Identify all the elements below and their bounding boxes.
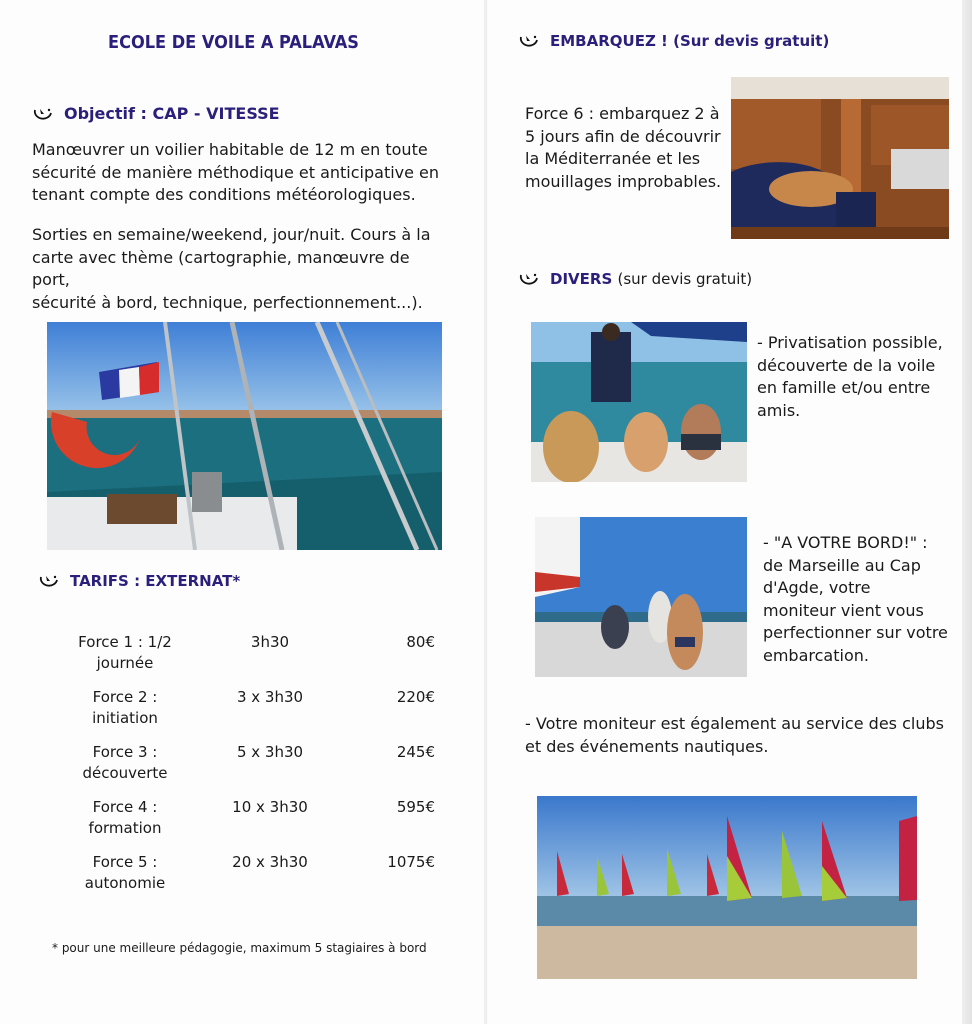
divers-item-1-line: en famille et/ou entre xyxy=(757,378,931,397)
tarif-duration: 5 x 3h30 xyxy=(236,743,304,761)
tarif-duration: 20 x 3h30 xyxy=(232,853,308,871)
tarifs-footnote: * pour une meilleure pédagogie, maximum 5 stagiaires à bord xyxy=(52,941,427,955)
tarifs-heading xyxy=(38,572,240,590)
embarquez-line: mouillages improbables. xyxy=(525,171,722,191)
tarifs-heading-text: TARIFS : EXTERNAT* xyxy=(70,572,241,590)
tarifs-row xyxy=(55,742,435,797)
tarif-level-line: journée xyxy=(96,654,154,672)
tarif-duration: 3h30 xyxy=(250,633,290,651)
objectif-p2-line: Sorties en semaine/weekend, jour/nuit. Cours à la xyxy=(32,225,431,244)
tarifs-table xyxy=(55,632,435,907)
tarif-level xyxy=(55,852,195,907)
embarquez-line: Force 6 : embarquez 2 à xyxy=(525,104,720,123)
divers-item-2-line: perfectionner sur votre xyxy=(763,623,948,642)
divers-item-1-line: amis. xyxy=(757,400,801,420)
photo-cabin-interior xyxy=(731,77,949,239)
divers-item-2-line: - "A VOTRE BORD!" : xyxy=(763,533,928,552)
objectif-heading-text: Objectif : CAP - VITESSE xyxy=(64,104,280,123)
objectif-p2-line: carte avec thème (cartographie, manœuvre de port, xyxy=(32,247,410,289)
objectif-p1-line: tenant compte des conditions météorologiques. xyxy=(32,185,416,204)
sailing-logo-icon xyxy=(518,272,540,286)
tarif-price: 80€ xyxy=(406,633,435,651)
page-edge xyxy=(962,0,972,1024)
divers-item-1 xyxy=(757,332,957,422)
tarif-price: 595€ xyxy=(396,798,435,816)
embarquez-heading xyxy=(518,32,829,50)
tarif-level-line: Force 2 : xyxy=(92,688,158,706)
tarifs-row xyxy=(55,632,435,687)
divers-heading-bold: DIVERS xyxy=(550,270,613,288)
photo-sailboat-deck xyxy=(47,322,442,550)
embarquez-text xyxy=(525,103,725,193)
tarif-level xyxy=(55,797,195,852)
divers-item-2-line: d'Agde, votre xyxy=(763,578,871,597)
embarquez-line: 5 jours afin de découvrir xyxy=(525,126,721,146)
tarif-level xyxy=(55,742,195,797)
divers-item-3 xyxy=(525,713,955,758)
tarifs-row xyxy=(55,797,435,852)
divers-heading-rest: (sur devis gratuit) xyxy=(617,270,753,288)
page-fold xyxy=(484,0,487,1024)
objectif-p1-line: Manœuvrer un voilier habitable de 12 m en toute xyxy=(32,140,428,159)
sailing-logo-icon xyxy=(38,574,60,588)
tarif-price: 220€ xyxy=(396,688,435,706)
tarif-price: 1075€ xyxy=(387,853,435,871)
tarif-level-line: découverte xyxy=(82,764,168,782)
tarif-duration: 3 x 3h30 xyxy=(236,688,304,706)
tarif-level-line: Force 1 : 1/2 xyxy=(78,633,172,651)
divers-item-2 xyxy=(763,532,958,667)
divers-item-1-line: découverte de la voile xyxy=(757,355,936,375)
divers-item-2-line: embarcation. xyxy=(763,645,869,665)
embarquez-heading-text: EMBARQUEZ ! (Sur devis gratuit) xyxy=(550,32,830,50)
divers-item-3-line: et des événements nautiques. xyxy=(525,736,769,756)
objectif-paragraph-1 xyxy=(32,139,452,207)
tarifs-row xyxy=(55,852,435,907)
objectif-p2-line: sécurité à bord, technique, perfectionnement...). xyxy=(32,292,423,312)
embarquez-line: la Méditerranée et les xyxy=(525,149,701,168)
divers-item-1-line: - Privatisation possible, xyxy=(757,333,943,352)
divers-heading xyxy=(518,270,752,288)
tarifs-row xyxy=(55,687,435,742)
divers-item-2-line: de Marseille au Cap xyxy=(763,555,921,575)
divers-item-3-line: - Votre moniteur est également au service des clubs xyxy=(525,714,944,733)
tarif-duration: 10 x 3h30 xyxy=(232,798,308,816)
objectif-paragraph-2 xyxy=(32,224,452,314)
sailing-logo-icon xyxy=(32,107,54,121)
photo-on-board-coaching xyxy=(535,517,747,677)
photo-family-sailing xyxy=(531,322,747,482)
page-title: ECOLE DE VOILE A PALAVAS xyxy=(108,32,359,53)
divers-item-2-line: moniteur vient vous xyxy=(763,600,924,620)
tarif-level xyxy=(55,632,195,687)
tarif-level-line: formation xyxy=(88,819,162,837)
tarif-level-line: Force 5 : xyxy=(92,853,158,871)
tarif-level xyxy=(55,687,195,742)
objectif-heading xyxy=(32,104,280,123)
sailing-logo-icon xyxy=(518,34,540,48)
tarif-price: 245€ xyxy=(396,743,435,761)
tarif-level-line: Force 4 : xyxy=(92,798,158,816)
tarif-level-line: autonomie xyxy=(84,874,166,892)
tarif-level-line: Force 3 : xyxy=(92,743,158,761)
tarif-level-line: initiation xyxy=(92,709,158,727)
photo-catamaran-regatta xyxy=(537,796,917,979)
objectif-p1-line: sécurité de manière méthodique et anticipative en xyxy=(32,162,440,182)
